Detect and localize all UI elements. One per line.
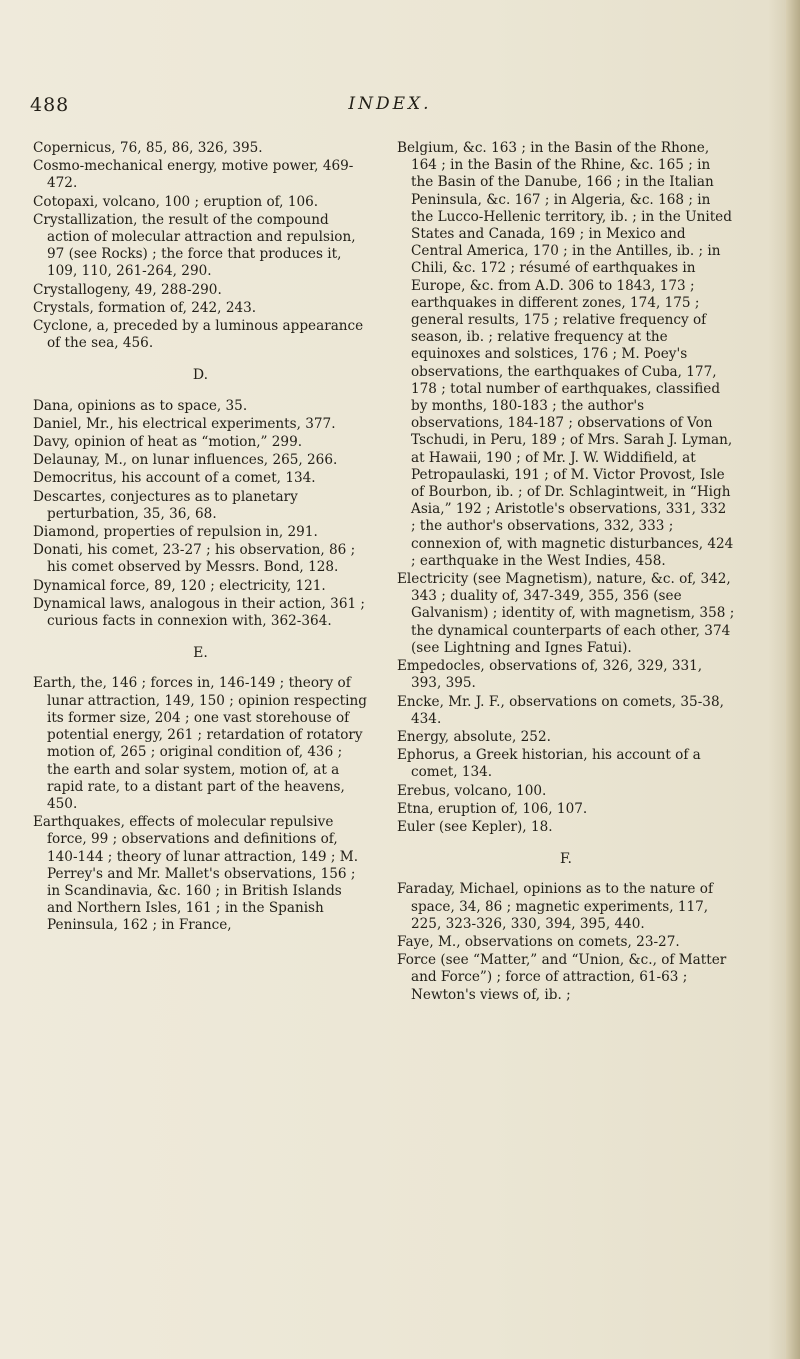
index-entry: Earthquakes, effects of molecular repulsive force, 99 ; observations and definitions of, 140-144 ; theory of lunar attraction, 149 ; M. Perrey's and Mr. Mallet's observations, 156 ; in Scandinavia, &c. 160 ; in British Islands and Northern Isles, 161 ; in the Spanish Peninsula, 162 ; in France,	[33, 814, 359, 934]
index-entry: Ephorus, a Greek historian, his account of a comet, 134.	[397, 747, 701, 781]
index-entry: Daniel, Mr., his electrical experiments, 377.	[33, 415, 336, 432]
index-entry: Euler (see Kepler), 18.	[397, 818, 553, 835]
index-entry: Earth, the, 146 ; forces in, 146-149 ; theory of lunar attraction, 149, 150 ; opinion respecting its former size, 204 ; one vast storehouse of potential energy, 261 ; retardation of rotatory motion of, 265 ; original condition of, 436 ; the earth and solar system, motion of, at a rapid rate, to a distant part of the heavens, 450.	[33, 675, 367, 812]
section-letter: F.	[560, 851, 572, 868]
index-entry: Crystallization, the result of the compound action of molecular attraction and repulsion, 97 (see Rocks) ; the force that produces it, 109, 110, 261-264, 290.	[33, 211, 356, 280]
page-edge	[786, 0, 800, 1359]
index-entry: Cyclone, a, preceded by a luminous appearance of the sea, 456.	[33, 318, 364, 352]
index-entry: Electricity (see Magnetism), nature, &c. of, 342, 343 ; duality of, 347-349, 355, 356 (see Galvanism) ; identity of, with magnetism, 358 ; the dynamical counterparts of each other, 374 (see Lightning and Ignes Fatui).	[397, 571, 735, 656]
index-entry: Encke, Mr. J. F., observations on comets, 35-38, 434.	[397, 693, 724, 727]
index-entry: Delaunay, M., on lunar influences, 265, 266.	[33, 452, 338, 469]
section-letter: E.	[193, 645, 208, 662]
index-entry: Dana, opinions as to space, 35.	[33, 397, 248, 414]
index-entry: Democritus, his account of a comet, 134.	[33, 470, 316, 487]
index-entry: Diamond, properties of repulsion in, 291.	[33, 524, 318, 541]
index-entry: Dynamical force, 89, 120 ; electricity, 121.	[33, 577, 326, 594]
index-column-left	[33, 140, 368, 936]
index-entry: Cosmo-mechanical energy, motive power, 469-472.	[33, 158, 354, 192]
index-entry: Cotopaxi, volcano, 100 ; eruption of, 106.	[33, 193, 319, 210]
index-entry: Copernicus, 76, 85, 86, 326, 395.	[33, 140, 263, 156]
index-entry: Belgium, &c. 163 ; in the Basin of the Rhone, 164 ; in the Basin of the Rhine, &c. 165 ; in the Basin of the Danube, 166 ; in the Italian Peninsula, &c. 167 ; in Algeria, &c. 168 ; in the Lucco-Hellenic territory, ib. ; in the United States and Canada, 169 ; in Mexico and Central America, 170 ; in the Antilles, ib. ; in Chili, &c. 172 ; résumé of earthquakes in Europe, &c. from A.D. 306 to 1843, 173 ; earthquakes in different zones, 174, 175 ; general results, 175 ; relative frequency of season, ib. ; relative frequency at the equinoxes and solstices, 176 ; M. Poey's observations, the earthquakes of Cuba, 177, 178 ; total number of earthquakes, classified by months, 180-183 ; the author's observations, 184-187 ; observations of Von Tschudi, in Peru, 189 ; of Mrs. Sarah J. Lyman, at Hawaii, 190 ; of Mr. J. W. Widdifield, at Petropaulaski, 191 ; of M. Victor Provost, Isle of Bourbon, ib. ; of Dr. Schlagintweit, in “High Asia,” 192 ; Aristotle's observations, 331, 332 ; the author's observations, 332, 333 ; connexion of, with magnetic disturbances, 424 ; earthquake in the West Indies, 458.	[397, 140, 734, 569]
index-entry: Crystallogeny, 49, 288-290.	[33, 281, 222, 298]
index-entry: Energy, absolute, 252.	[397, 728, 551, 745]
page-header	[30, 94, 750, 122]
index-entry: Davy, opinion of heat as “motion,” 299.	[33, 434, 303, 451]
section-letter: D.	[192, 367, 209, 384]
index-entry: Descartes, conjectures as to planetary perturbation, 35, 36, 68.	[33, 488, 298, 522]
page-number: 488	[30, 94, 70, 116]
index-entry: Empedocles, observations of, 326, 329, 331, 393, 395.	[397, 658, 703, 692]
index-entry: Force (see “Matter,” and “Union, &c., of Matter and Force”) ; force of attraction, 61-63 ; Newton's views of, ib. ;	[397, 952, 727, 1003]
index-entry: Erebus, volcano, 100.	[397, 782, 547, 799]
index-entry: Faye, M., observations on comets, 23-27.	[397, 933, 680, 950]
index-entry: Faraday, Michael, opinions as to the nature of space, 34, 86 ; magnetic experiments, 117, 225, 323-326, 330, 394, 395, 440.	[397, 881, 713, 932]
index-entry: Etna, eruption of, 106, 107.	[397, 800, 588, 817]
index-column-right	[397, 140, 735, 1005]
index-entry: Dynamical laws, analogous in their action, 361 ; curious facts in connexion with, 362-364.	[33, 595, 366, 630]
index-entry: Crystals, formation of, 242, 243.	[33, 299, 257, 316]
index-entry: Donati, his comet, 23-27 ; his observation, 86 ; his comet observed by Messrs. Bond, 128.	[33, 542, 356, 576]
running-head: INDEX.	[348, 94, 432, 114]
